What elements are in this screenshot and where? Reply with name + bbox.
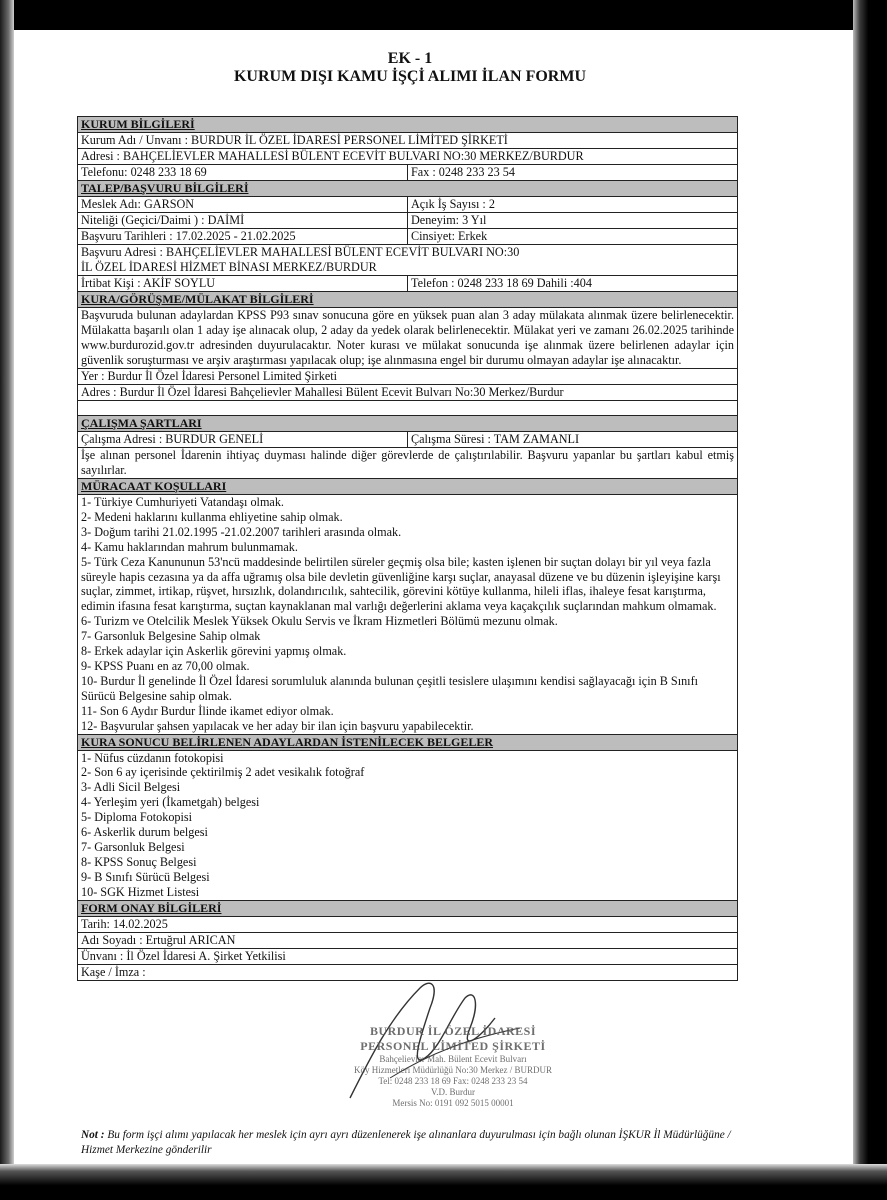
form-table bbox=[77, 116, 738, 981]
list-item: 12- Başvurular şahsen yapılacak ve her aday bir ilan için başvuru yapabilecektir. bbox=[81, 718, 474, 733]
list-item: 3- Doğum tarihi 21.02.1995 -21.02.2007 tarihleri arasında olmak. bbox=[81, 524, 402, 539]
list-item: 3- Adli Sicil Belgesi bbox=[81, 780, 181, 795]
onay-kase: Kaşe / İmza : bbox=[78, 964, 738, 980]
deneyim: Deneyim: 3 Yıl bbox=[408, 213, 738, 229]
irtibat-kisi: İrtibat Kişi : AKİF SOYLU bbox=[78, 276, 408, 292]
kura-text: Başvuruda bulunan adaylardan KPSS P93 sınav sonucuna göre en yüksek puan alan 3 aday mülakata alınmak üzere belirlenecektir. Mülakatta başarılı olan 1 aday işe alınacak olup, 2 aday da yedek olarak belirlenecektir. Mülakat yeri ve zamanı 26.02.2025 tarihinde www.burdurozid.gov.tr adresinden duyurulacaktır. Noter kurası ve mülakat sonucunda işe alınmak üzere belirlenen adaylar için güvenlik soruşturması ve arşiv araştırması yapılacak olup; işe alınmasına engel bir durumu olmayan adaylar işe alınacaktır. bbox=[78, 308, 738, 369]
section-belgeler: KURA SONUCU BELİRLENEN ADAYLARDAN İSTENİLECEK BELGELER bbox=[78, 734, 738, 750]
stamp-line3: Bahçelievler Mah. Bülent Ecevit Bulvarı bbox=[379, 1054, 527, 1064]
section-kura: KURA/GÖRÜŞME/MÜLAKAT BİLGİLERİ bbox=[78, 292, 738, 308]
list-item: 10- SGK Hizmet Listesi bbox=[81, 884, 200, 899]
stamp-line2: PERSONEL LİMİTED ŞİRKETİ bbox=[360, 1039, 546, 1053]
section-kurum: KURUM BİLGİLERİ bbox=[78, 117, 738, 133]
section-talep: TALEP/BAŞVURU BİLGİLERİ bbox=[78, 181, 738, 197]
list-item: 7- Garsonluk Belgesine Sahip olmak bbox=[81, 629, 261, 644]
irtibat-telefon: Telefon : 0248 233 18 69 Dahili :404 bbox=[408, 276, 738, 292]
list-item: 11- Son 6 Aydır Burdur İlinde ikamet ediyor olmak. bbox=[81, 703, 334, 718]
list-item: 4- Kamu haklarından mahrum bulunmamak. bbox=[81, 539, 298, 554]
stamp-line7: Mersis No: 0191 092 5015 00001 bbox=[392, 1098, 514, 1108]
list-item: 5- Diploma Fotokopisi bbox=[81, 810, 193, 825]
section-muracaat: MÜRACAAT KOŞULLARI bbox=[78, 479, 738, 495]
basvuru-tarihleri: Başvuru Tarihleri : 17.02.2025 - 21.02.2025 bbox=[78, 229, 408, 245]
belgeler-list bbox=[78, 750, 738, 900]
list-item: 8- Erkek adaylar için Askerlik görevini yapmış olmak. bbox=[81, 644, 347, 659]
meslek-adi: Meslek Adı: GARSON bbox=[78, 197, 408, 213]
scan-bottom-edge bbox=[0, 1164, 887, 1200]
section-onay: FORM ONAY BİLGİLERİ bbox=[78, 900, 738, 916]
kurum-address: Adresi : BAHÇELİEVLER MAHALLESİ BÜLENT ECEVİT BULVARI NO:30 MERKEZ/BURDUR bbox=[78, 149, 738, 165]
list-item: 1- Türkiye Cumhuriyeti Vatandaşı olmak. bbox=[81, 495, 284, 509]
onay-tarih: Tarih: 14.02.2025 bbox=[78, 916, 738, 932]
section-calisma: ÇALIŞMA ŞARTLARI bbox=[78, 416, 738, 432]
list-item: 9- KPSS Puanı en az 70,00 olmak. bbox=[81, 658, 250, 673]
stamp-line4: Köy Hizmetleri Müdürlüğü No:30 Merkez / BURDUR bbox=[354, 1065, 552, 1075]
calisma-adresi: Çalışma Adresi : BURDUR GENELİ bbox=[78, 432, 408, 448]
note-label: Not : bbox=[81, 1129, 105, 1141]
list-item: 7- Garsonluk Belgesi bbox=[81, 839, 185, 854]
page-title: KURUM DIŞI KAMU İŞÇİ ALIMI İLAN FORMU bbox=[233, 68, 586, 85]
list-item: 6- Askerlik durum belgesi bbox=[81, 825, 208, 840]
kurum-fax: Fax : 0248 233 23 54 bbox=[408, 165, 738, 181]
list-item: 4- Yerleşim yeri (İkametgah) belgesi bbox=[81, 795, 260, 810]
note-text: Bu form işçi alımı yapılacak her meslek için ayrı ayrı düzenlenerek işe alınanlara duyurulması için bağlı olunan İŞKUR İl Müdürlüğüne / Hizmet Merkezine gönderilir bbox=[81, 1129, 731, 1156]
scan-left-edge bbox=[0, 0, 14, 1200]
stamp-line6: V.D. Burdur bbox=[430, 1087, 476, 1097]
list-item: 8- KPSS Sonuç Belgesi bbox=[81, 854, 197, 869]
calisma-text: İşe alınan personel İdarenin ihtiyaç duyması halinde diğer görevlerde de çalıştırılabilir. Başvuru yapanlar bu şartları kabul etmiş sayılırlar. bbox=[78, 448, 738, 479]
footer-note bbox=[81, 1128, 741, 1158]
kurum-phone: Telefonu: 0248 233 18 69 bbox=[78, 165, 408, 181]
announcement-form bbox=[77, 116, 737, 981]
list-item: 2- Son 6 ay içerisinde çektirilmiş 2 adet vesikalık fotoğraf bbox=[81, 765, 365, 780]
list-item: 2- Medeni haklarını kullanma ehliyetine sahip olmak. bbox=[81, 509, 343, 524]
cinsiyet: Cinsiyet: Erkek bbox=[408, 229, 738, 245]
onay-unvan: Ünvanı : İl Özel İdaresi A. Şirket Yetkilisi bbox=[78, 948, 738, 964]
muracaat-list bbox=[78, 495, 738, 735]
basvuru-adresi-line1: Başvuru Adresi : BAHÇELİEVLER MAHALLESİ BÜLENT ECEVİT BULVARI NO:30 bbox=[81, 245, 520, 259]
annex-label: EK - 1 bbox=[387, 50, 433, 67]
list-item: 6- Turizm ve Otelcilik Meslek Yüksek Okulu Servis ve İkram Hizmetleri Bölümü mezunu olmak. bbox=[81, 614, 558, 629]
onay-adsoyad: Adı Soyadı : Ertuğrul ARICAN bbox=[78, 932, 738, 948]
kura-yer: Yer : Burdur İl Özel İdaresi Personel Limited Şirketi bbox=[78, 369, 738, 385]
blank-row bbox=[78, 401, 738, 416]
kura-adres: Adres : Burdur İl Özel İdaresi Bahçelievler Mahallesi Bülent Ecevit Bulvarı No:30 Merkez/Burdur bbox=[78, 385, 738, 401]
list-item: 5- Türk Ceza Kanununun 53'ncü maddesinde belirtilen süreler geçmiş olsa bile; kasten işlenen bir suçtan dolayı bir yıl veya fazla süreyle hapis cezasına ya da affa uğramış olsa bile devletin güvenliğine karşı suçlar, anayasal düzene ve bu düzenin işleyişine karşı suçlar, zimmet, irtikap, rüşvet, hırsızlık, dolandırıcılık, sahtecilik, görevini kötüye kullanma, hileli iflas, ihaleye fesat karıştırma, edimin ifasına fesat karıştırma, suçtan kaynaklanan mal varlığı değerlerini aklama veya kaçakçılık suçlarından mahkum olmamak. bbox=[81, 554, 721, 614]
kurum-name: Kurum Adı / Unvanı : BURDUR İL ÖZEL İDARESİ PERSONEL LİMİTED ŞİRKETİ bbox=[78, 133, 738, 149]
stamp-line5: Tel: 0248 233 18 69 Fax: 0248 233 23 54 bbox=[378, 1076, 528, 1086]
list-item: 1- Nüfus cüzdanın fotokopisi bbox=[81, 750, 224, 765]
basvuru-adresi bbox=[78, 245, 738, 276]
list-item: 9- B Sınıfı Sürücü Belgesi bbox=[81, 869, 210, 884]
acik-is-sayisi: Açık İş Sayısı : 2 bbox=[408, 197, 738, 213]
scan-top-edge bbox=[0, 0, 887, 30]
niteligi: Niteliği (Geçici/Daimi ) : DAİMİ bbox=[78, 213, 408, 229]
stamp-line1: BURDUR İL ÖZEL İDARESİ bbox=[369, 1024, 537, 1038]
calisma-suresi: Çalışma Süresi : TAM ZAMANLI bbox=[408, 432, 738, 448]
list-item: 10- Burdur İl genelinde İl Özel İdaresi sorumluluk alanında bulunan çeşitli tesislere ulaşımını kendisi sağlayacağı için B Sınıfı Sürücü Belgesine sahip olmak. bbox=[81, 673, 699, 703]
basvuru-adresi-line2: İL ÖZEL İDARESİ HİZMET BİNASI MERKEZ/BURDUR bbox=[81, 260, 377, 274]
company-stamp bbox=[318, 1024, 588, 1109]
scan-right-edge bbox=[853, 0, 887, 1200]
